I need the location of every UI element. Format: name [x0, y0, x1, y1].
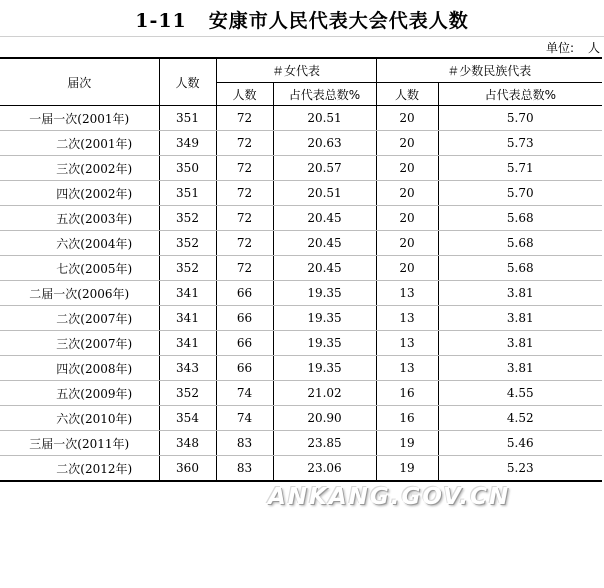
cell-minority-pct: 5.70 — [438, 106, 602, 131]
cell-minority-pct: 5.70 — [438, 181, 602, 206]
cell-women-pct: 20.51 — [273, 181, 376, 206]
cell-total: 354 — [159, 406, 216, 431]
cell-women-count: 66 — [216, 356, 273, 381]
cell-minority-count: 20 — [376, 131, 438, 156]
cell-total: 341 — [159, 281, 216, 306]
table-row — [0, 331, 602, 356]
table-row — [0, 231, 602, 256]
unit-note — [546, 39, 600, 56]
cell-women-pct: 20.45 — [273, 256, 376, 281]
title-divider — [0, 36, 604, 37]
cell-minority-pct: 5.68 — [438, 256, 602, 281]
cell-total: 349 — [159, 131, 216, 156]
cell-minority-count: 20 — [376, 106, 438, 131]
cell-women-pct: 19.35 — [273, 306, 376, 331]
cell-women-pct: 19.35 — [273, 356, 376, 381]
cell-term: 二次(2007年) — [0, 306, 159, 331]
header-term: 届次 — [0, 58, 159, 106]
cell-minority-pct: 5.23 — [438, 456, 602, 482]
cell-minority-count: 16 — [376, 406, 438, 431]
cell-term: 六次(2010年) — [0, 406, 159, 431]
header-minority-count: 人数 — [376, 83, 438, 106]
page-title — [0, 6, 604, 33]
cell-term: 三届一次(2011年) — [0, 431, 159, 456]
table-row — [0, 106, 602, 131]
cell-women-count: 74 — [216, 381, 273, 406]
cell-minority-pct: 3.81 — [438, 281, 602, 306]
cell-term: 一届一次(2001年) — [0, 106, 159, 131]
cell-term: 四次(2002年) — [0, 181, 159, 206]
table-row — [0, 281, 602, 306]
cell-minority-pct: 3.81 — [438, 331, 602, 356]
unit-value: 人 — [587, 41, 600, 55]
cell-term: 二次(2001年) — [0, 131, 159, 156]
cell-women-count: 72 — [216, 156, 273, 181]
cell-minority-count: 20 — [376, 206, 438, 231]
cell-minority-count: 19 — [376, 456, 438, 482]
table-number: 1-11 — [135, 10, 187, 32]
cell-minority-pct: 5.68 — [438, 231, 602, 256]
cell-women-count: 72 — [216, 206, 273, 231]
cell-total: 341 — [159, 306, 216, 331]
header-women-pct: 占代表总数% — [273, 83, 376, 106]
table-row — [0, 156, 602, 181]
cell-term: 七次(2005年) — [0, 256, 159, 281]
cell-total: 352 — [159, 381, 216, 406]
cell-term: 二届一次(2006年) — [0, 281, 159, 306]
cell-total: 352 — [159, 231, 216, 256]
cell-minority-pct: 4.52 — [438, 406, 602, 431]
cell-total: 343 — [159, 356, 216, 381]
cell-total: 351 — [159, 181, 216, 206]
cell-women-pct: 20.57 — [273, 156, 376, 181]
cell-term: 五次(2003年) — [0, 206, 159, 231]
table-row — [0, 431, 602, 456]
cell-term: 四次(2008年) — [0, 356, 159, 381]
cell-minority-count: 16 — [376, 381, 438, 406]
table-body — [0, 106, 602, 482]
cell-women-count: 83 — [216, 456, 273, 482]
cell-minority-count: 20 — [376, 181, 438, 206]
cell-total: 350 — [159, 156, 216, 181]
cell-total: 351 — [159, 106, 216, 131]
cell-women-count: 74 — [216, 406, 273, 431]
cell-minority-count: 13 — [376, 331, 438, 356]
cell-term: 六次(2004年) — [0, 231, 159, 256]
unit-label: 单位: — [545, 41, 574, 55]
cell-women-count: 66 — [216, 281, 273, 306]
cell-women-pct: 19.35 — [273, 331, 376, 356]
cell-women-pct: 20.63 — [273, 131, 376, 156]
cell-minority-pct: 3.81 — [438, 306, 602, 331]
cell-women-pct: 19.35 — [273, 281, 376, 306]
cell-women-pct: 20.45 — [273, 231, 376, 256]
cell-minority-count: 20 — [376, 256, 438, 281]
header-women-group: ＃女代表 — [216, 58, 376, 83]
table-title-text: 安康市人民代表大会代表人数 — [208, 10, 469, 32]
cell-women-count: 72 — [216, 131, 273, 156]
cell-minority-count: 20 — [376, 231, 438, 256]
cell-term: 三次(2007年) — [0, 331, 159, 356]
cell-minority-pct: 5.46 — [438, 431, 602, 456]
cell-total: 352 — [159, 256, 216, 281]
cell-women-count: 66 — [216, 306, 273, 331]
table-header — [0, 58, 602, 106]
header-minority-pct: 占代表总数% — [438, 83, 602, 106]
table-row — [0, 256, 602, 281]
table-row — [0, 456, 602, 482]
cell-minority-count: 19 — [376, 431, 438, 456]
cell-minority-count: 13 — [376, 281, 438, 306]
cell-women-count: 72 — [216, 231, 273, 256]
cell-minority-count: 13 — [376, 306, 438, 331]
cell-total: 352 — [159, 206, 216, 231]
delegates-table — [0, 57, 602, 482]
cell-term: 五次(2009年) — [0, 381, 159, 406]
cell-minority-pct: 5.68 — [438, 206, 602, 231]
site-watermark: ANKANG.GOV.CN — [268, 484, 511, 510]
cell-women-pct: 23.06 — [273, 456, 376, 482]
cell-women-count: 83 — [216, 431, 273, 456]
cell-minority-pct: 4.55 — [438, 381, 602, 406]
table-row — [0, 181, 602, 206]
header-minority-group: ＃少数民族代表 — [376, 58, 602, 83]
cell-women-count: 72 — [216, 256, 273, 281]
table-row — [0, 306, 602, 331]
cell-women-count: 72 — [216, 181, 273, 206]
cell-total: 341 — [159, 331, 216, 356]
header-women-count: 人数 — [216, 83, 273, 106]
cell-women-pct: 20.51 — [273, 106, 376, 131]
cell-minority-count: 20 — [376, 156, 438, 181]
cell-minority-pct: 3.81 — [438, 356, 602, 381]
cell-women-pct: 20.45 — [273, 206, 376, 231]
cell-total: 360 — [159, 456, 216, 482]
cell-women-count: 72 — [216, 106, 273, 131]
cell-total: 348 — [159, 431, 216, 456]
cell-women-count: 66 — [216, 331, 273, 356]
table-row — [0, 206, 602, 231]
cell-minority-pct: 5.73 — [438, 131, 602, 156]
cell-minority-pct: 5.71 — [438, 156, 602, 181]
cell-term: 二次(2012年) — [0, 456, 159, 482]
cell-women-pct: 20.90 — [273, 406, 376, 431]
table-row — [0, 406, 602, 431]
header-total: 人数 — [159, 58, 216, 106]
table-row — [0, 131, 602, 156]
cell-women-pct: 21.02 — [273, 381, 376, 406]
table-row — [0, 381, 602, 406]
cell-women-pct: 23.85 — [273, 431, 376, 456]
table-row — [0, 356, 602, 381]
cell-minority-count: 13 — [376, 356, 438, 381]
cell-term: 三次(2002年) — [0, 156, 159, 181]
